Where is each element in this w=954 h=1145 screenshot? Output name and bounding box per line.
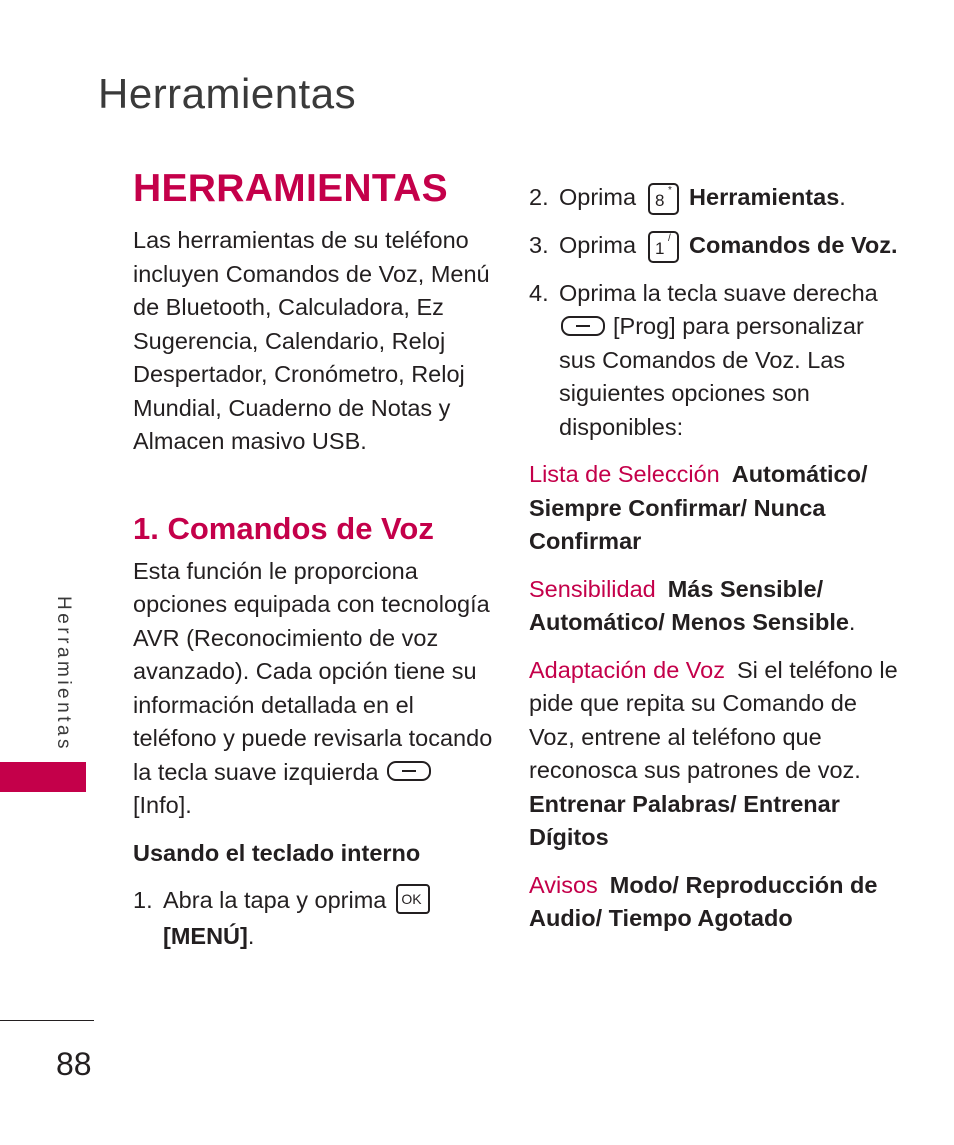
- option-sensitivity: [529, 573, 899, 640]
- option-end: .: [848, 609, 856, 636]
- step-text: Oprima la tecla suave derecha: [559, 279, 878, 306]
- step-1: [133, 884, 493, 954]
- step-body: [559, 277, 899, 445]
- option-selection-list: [529, 458, 899, 559]
- page-number: 88: [56, 1046, 92, 1082]
- option-label: Sensibilidad: [529, 575, 656, 602]
- section-title: HERRAMIENTAS: [133, 167, 448, 210]
- step-body: [559, 229, 899, 263]
- option-label: Lista de Selección: [529, 461, 720, 488]
- internal-keypad-heading: Usando el teclado interno: [133, 839, 421, 866]
- option-label: Adaptación de Voz: [529, 656, 725, 683]
- step-number: 2.: [529, 184, 549, 210]
- step-end: .: [247, 923, 255, 949]
- description-paragraph: [133, 555, 493, 823]
- key-8-icon: [648, 183, 679, 215]
- subsection-title: 1. Comandos de Voz: [133, 510, 434, 546]
- ok-key-icon: [396, 884, 430, 914]
- footer-rule: [0, 1020, 94, 1021]
- option-prompts: [529, 869, 899, 936]
- key-sup: *: [668, 184, 672, 196]
- step-number: 4.: [529, 279, 549, 306]
- left-column: [133, 166, 493, 968]
- step-2: [529, 181, 899, 215]
- step-number: 3.: [529, 231, 549, 258]
- right-column: [529, 181, 899, 950]
- step-rest: para personalizar sus Comandos de Voz. Las siguientes opciones son disponibles:: [559, 313, 864, 440]
- step-4: [529, 277, 899, 445]
- key-glyph: 8: [655, 190, 665, 210]
- ok-key-label: OK: [401, 891, 422, 907]
- menu-label: [MENÚ]: [163, 923, 248, 949]
- option-voice-adaptation: [529, 654, 899, 855]
- step-3: [529, 229, 899, 263]
- prog-key-label: [Prog]: [613, 313, 676, 340]
- step-text: Abra la tapa y oprima: [163, 887, 387, 914]
- option-values: Modo/ Reproducción de Audio/ Tiempo Agotado: [529, 871, 878, 932]
- description-end: .: [185, 792, 192, 818]
- option-text: Si el teléfono le pide que repita su Comando de Voz, entrene al teléfono que reconosca sus patrones de voz.: [529, 656, 898, 784]
- option-values: Más Sensible/ Automático/ Menos Sensible: [529, 575, 849, 636]
- tools-label: Herramientas: [689, 184, 840, 210]
- step-end: .: [839, 184, 846, 210]
- info-key-label: [Info]: [133, 792, 186, 818]
- step-number: 1.: [133, 887, 153, 913]
- side-tab-marker: [0, 762, 86, 792]
- description-text: Esta función le proporciona opciones equipada con tecnología AVR (Reconocimiento de voz avanzado). Cada opción tiene su información detallada en el teléfono y puede revisarla tocando la tecla suave izquierda: [133, 557, 493, 785]
- key-sup: /: [668, 232, 671, 244]
- step-body: [559, 181, 899, 215]
- step-body: [163, 884, 493, 954]
- key-1-icon: [648, 231, 679, 263]
- option-values: Entrenar Palabras/ Entrenar Dígitos: [529, 790, 840, 851]
- step-text: Oprima: [559, 184, 637, 210]
- left-soft-key-icon: [387, 761, 431, 781]
- step-text: Oprima: [559, 231, 637, 258]
- key-glyph: 1: [655, 238, 665, 258]
- running-head: Herramientas: [98, 70, 357, 117]
- voice-commands-label: Comandos de Voz.: [689, 231, 898, 258]
- option-values: Automático/ Siempre Confirmar/ Nunca Confirmar: [529, 461, 868, 555]
- side-tab-label: Herramientas: [53, 596, 74, 753]
- intro-paragraph: Las herramientas de su teléfono incluyen Comandos de Voz, Menú de Bluetooth, Calculadora, Ez Sugerencia, Calendario, Reloj Despertador, Cronómetro, Reloj Mundial, Cuaderno de Notas y Almacen masivo USB.: [133, 227, 490, 454]
- right-soft-key-icon: [561, 316, 605, 336]
- option-label: Avisos: [529, 871, 598, 898]
